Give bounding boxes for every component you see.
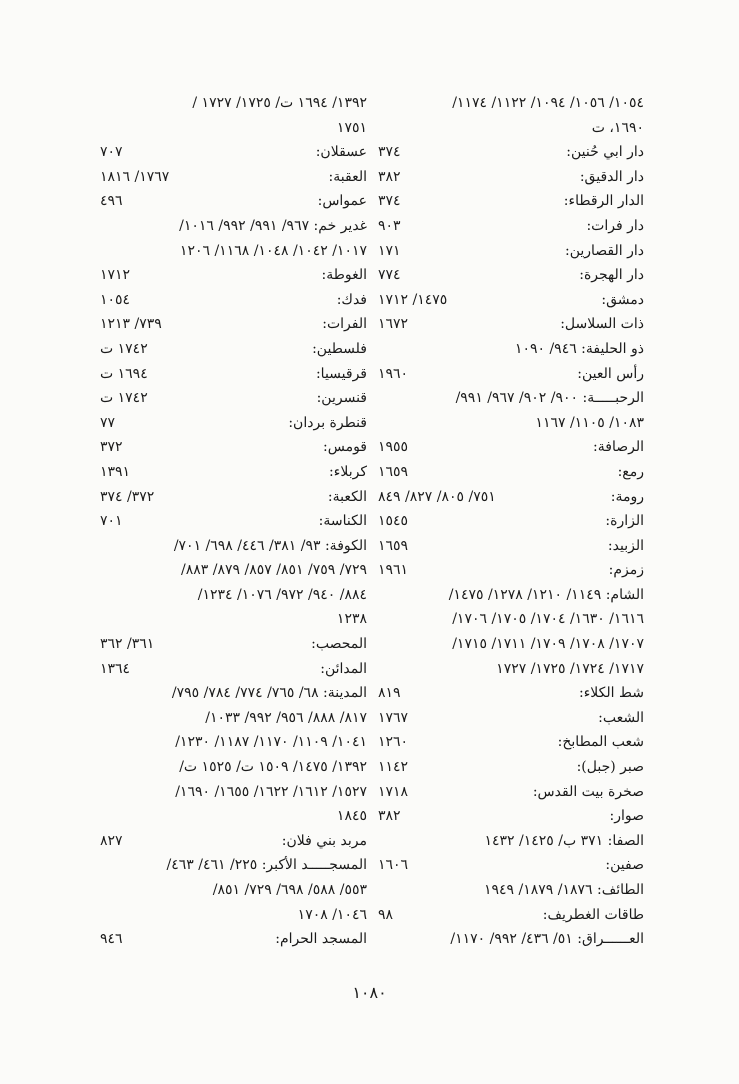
entry-term: فدك: [336, 291, 367, 308]
entry-pages: ١٧٤٢ ت [100, 390, 148, 407]
entry-term: ذات السلاسل: [560, 316, 644, 333]
index-line: الشام: ١١٤٩/ ١٢١٠/ ١٢٧٨/ ١٤٧٥/ [448, 586, 644, 603]
entry-pages: ١٦٥٩ [378, 537, 409, 554]
entry-term: المدائن: [320, 660, 367, 677]
index-entry [378, 780, 644, 805]
index-entry [378, 362, 644, 387]
entry-pages: ٣٧٤ [378, 144, 401, 161]
entry-term: طاقات الغطريف: [542, 906, 644, 923]
index-line: ١٠١٧/ ١٠٤٢/ ١٠٤٨/ ١١٦٨/ ١٢٠٦ [179, 242, 367, 259]
index-entry [378, 140, 644, 165]
entry-term: المسجد الحرام: [275, 931, 367, 948]
index-entry [378, 288, 644, 313]
entry-pages: ١٦٩٤ ت [100, 365, 148, 382]
index-entry [378, 214, 644, 239]
index-entry [378, 509, 644, 534]
index-entry [378, 165, 644, 190]
index-line: ١٠٥٤/ ١٠٥٦/ ١٠٩٤/ ١١٢٢/ ١١٧٤/ [452, 95, 644, 111]
index-entry [100, 411, 367, 436]
index-line: المسجـــــد الأكبر: ٢٢٥/ ٤٦١/ ٤٦٣/ [166, 857, 367, 874]
entry-pages: ١٩٦١ [378, 562, 409, 579]
entry-pages: ٧٣٩/ ١٢١٣ [100, 316, 162, 333]
entry-pages: ١٦٠٦ [378, 857, 409, 874]
index-entry [100, 312, 367, 337]
index-line: ٧٢٩/ ٧٥٩/ ٨٥١/ ٨٥٧/ ٨٧٩/ ٨٨٣/ [181, 562, 367, 579]
index-entry [378, 435, 644, 460]
index-line: ٨٨٤/ ٩٤٠/ ٩٧٢/ ١٠٧٦/ ١٢٣٤/ [197, 586, 367, 603]
entry-term: شط الكلاء: [578, 685, 644, 702]
entry-pages: ١٥٤٥ [378, 513, 409, 530]
index-entry [100, 337, 367, 362]
index-entry [378, 312, 644, 337]
index-column-left [100, 91, 367, 952]
entry-term: عمواس: [317, 193, 367, 210]
index-line: ١٠٤١/ ١١٠٩/ ١١٧٠/ ١١٨٧/ ١٢٣٠/ [175, 734, 367, 751]
index-entry [378, 189, 644, 214]
index-line: الرحبـــــة: ٩٠٠/ ٩٠٢/ ٩٦٧/ ٩٩١/ [455, 390, 644, 407]
index-entry [378, 534, 644, 559]
entry-pages: ٨٢٧ [100, 832, 123, 849]
index-entry [378, 263, 644, 288]
index-entry [100, 927, 367, 952]
entry-pages: ١٩٦٠ [378, 365, 409, 382]
entry-term: عسقلان: [315, 144, 367, 161]
entry-term: دار فرات: [586, 217, 644, 234]
entry-pages: ١٩٥٥ [378, 439, 409, 456]
entry-term: الفرات: [322, 316, 367, 333]
entry-pages: ٣٧٤ [378, 193, 401, 210]
entry-term: الزارة: [605, 513, 644, 530]
entry-term: دمشق: [601, 291, 644, 308]
entry-pages: ٩٨ [378, 906, 394, 923]
entry-term: الشعب: [598, 709, 644, 726]
index-entry [378, 730, 644, 755]
entry-pages: ٣٨٢ [378, 808, 401, 825]
index-line: ١٧٠٧/ ١٧٠٨/ ١٧٠٩/ ١٧١١/ ١٧١٥/ [452, 636, 644, 653]
index-line: ٥٥٣/ ٥٨٨/ ٦٩٨/ ٧٢٩/ ٨٥١/ [212, 882, 367, 898]
index-line: ١٢٣٨ [336, 611, 367, 628]
index-line: ١٨٤٥ [336, 808, 367, 825]
index-entry [100, 632, 367, 657]
entry-term: رومة: [610, 488, 644, 505]
entry-term: الكعبة: [327, 488, 367, 505]
entry-pages: ٧٧٤ [378, 267, 401, 284]
entry-pages: ١٤٧٥/ ١٧١٢ [378, 291, 448, 308]
entry-term: رمع: [617, 463, 644, 480]
index-entry [378, 681, 644, 706]
entry-term: كربلاء: [329, 463, 367, 480]
entry-term: دار الدقيق: [579, 168, 644, 185]
index-entry [378, 903, 644, 928]
entry-pages: ٤٩٦ [100, 193, 123, 210]
index-line: الطائف: ١٨٧٦/ ١٨٧٩/ ١٩٤٩ [483, 882, 644, 898]
entry-pages: ٧٠١ [100, 513, 123, 530]
page-number: ١٠٨٠ [352, 983, 387, 1002]
entry-term: فلسطين: [312, 340, 367, 357]
entry-term: شعب المطابخ: [557, 734, 644, 751]
entry-term: الزبيد: [607, 537, 644, 554]
entry-term: صبر (جبل): [576, 759, 644, 776]
entry-term: مربد بني فلان: [281, 832, 367, 849]
entry-term: صخرة بيت القدس: [532, 783, 644, 800]
entry-pages: ٧٥١/ ٨٠٥/ ٨٢٧/ ٨٤٩ [378, 488, 496, 505]
entry-term: دار الهجرة: [579, 267, 644, 284]
index-entry [378, 485, 644, 510]
entry-term: قومس: [323, 439, 367, 456]
entry-term: صفين: [605, 857, 644, 874]
index-column-right [378, 91, 644, 952]
entry-term: الرصافة: [593, 439, 644, 456]
entry-term: قرقيسيا: [315, 365, 367, 382]
index-entry [378, 239, 644, 264]
index-entry [100, 189, 367, 214]
entry-term: دار القصارين: [564, 242, 644, 259]
index-entry [100, 657, 367, 682]
index-entry [378, 804, 644, 829]
entry-pages: ٨١٩ [378, 685, 401, 702]
index-entry [100, 829, 367, 854]
index-line: المدينة: ٦٨/ ٧٦٥/ ٧٧٤/ ٧٨٤/ ٧٩٥/ [171, 685, 367, 702]
entry-term: صوار: [609, 808, 644, 825]
index-entry [100, 460, 367, 485]
entry-pages: ٧٧ [100, 414, 116, 431]
index-line: ١٠٤٦/ ١٧٠٨ [297, 906, 367, 923]
index-entry [378, 853, 644, 878]
entry-pages: ٣٧٢/ ٣٧٤ [100, 488, 155, 505]
entry-pages: ١٣٦٤ [100, 660, 131, 677]
index-entry [378, 460, 644, 485]
entry-term: دار ابي حُنين: [566, 144, 644, 161]
index-entry [100, 485, 367, 510]
index-line: الصفا: ٣٧١ ب/ ١٤٢٥/ ١٤٣٢ [484, 832, 644, 849]
index-line: ١٣٩٢/ ١٤٧٥/ ١٥٠٩ ت/ ١٥٢٥ ت/ [179, 759, 367, 776]
entry-pages: ١٧١٨ [378, 783, 409, 800]
index-entry [378, 706, 644, 731]
index-line: الكوفة: ٩٣/ ٣٨١/ ٤٤٦/ ٦٩٨/ ٧٠١/ [173, 537, 367, 554]
index-entry [100, 362, 367, 387]
entry-pages: ٣٨٢ [378, 168, 401, 185]
index-line: غدير خم: ٩٦٧/ ٩٩١/ ٩٩٢/ ١٠١٦/ [179, 217, 367, 234]
index-line: ١٥٢٧/ ١٦١٢/ ١٦٢٢/ ١٦٥٥/ ١٦٩٠/ [175, 783, 367, 800]
entry-pages: ١٧٦٧/ ١٨١٦ [100, 168, 170, 185]
entry-pages: ١٦٥٩ [378, 463, 409, 480]
entry-pages: ٩٤٦ [100, 931, 123, 948]
index-entry [100, 140, 367, 165]
entry-term: قنطرة بردان: [288, 414, 367, 431]
index-entry [378, 755, 644, 780]
entry-term: قنسرين: [316, 390, 367, 407]
entry-pages: ١٧٦٧ [378, 709, 409, 726]
entry-pages: ١٧١٢ [100, 267, 131, 284]
index-entry [100, 386, 367, 411]
entry-pages: ١٢٦٠ [378, 734, 409, 751]
index-line: ٨١٧/ ٨٨٨/ ٩٥٦/ ٩٩٢/ ١٠٣٣/ [205, 709, 367, 726]
index-line: ١٧٥١ [336, 119, 367, 136]
entry-term: الكناسة: [318, 513, 367, 530]
index-line: ١٠٨٣/ ١١٠٥/ ١١٦٧ [535, 414, 644, 431]
entry-pages: ٣٧٢ [100, 439, 123, 456]
index-entry [100, 263, 367, 288]
index-line: ذو الحليفة: ٩٤٦/ ١٠٩٠ [514, 340, 644, 357]
entry-term: رأس العين: [577, 365, 644, 382]
entry-pages: ٩٠٣ [378, 217, 401, 234]
entry-pages: ١٦٧٢ [378, 316, 409, 333]
entry-term: الدار الرقطاء: [563, 193, 644, 210]
entry-pages: ١٧١ [378, 242, 401, 259]
index-line: ١٦١٦/ ١٦٣٠/ ١٧٠٤/ ١٧٠٥/ ١٧٠٦/ [452, 611, 644, 628]
entry-pages: ١٣٩١ [100, 463, 131, 480]
entry-term: المحصب: [311, 636, 367, 653]
entry-term: زمزم: [608, 562, 644, 579]
index-entry [100, 509, 367, 534]
entry-pages: ١٧٤٢ ت [100, 340, 148, 357]
entry-pages: ١٠٥٤ [100, 291, 131, 308]
index-line: ١٦٩٠، ت [591, 119, 644, 136]
entry-term: الغوطة: [321, 267, 367, 284]
entry-term: العقبة: [328, 168, 367, 185]
index-entry [378, 558, 644, 583]
index-entry [100, 288, 367, 313]
entry-pages: ٣٦١/ ٣٦٢ [100, 636, 155, 653]
index-line: ١٣٩٢/ ١٦٩٤ ت/ ١٧٢٥/ ١٧٢٧ / [192, 95, 367, 111]
index-entry [100, 165, 367, 190]
index-line: ١٧١٧/ ١٧٢٤/ ١٧٢٥/ ١٧٢٧ [496, 660, 644, 677]
entry-pages: ٧٠٧ [100, 144, 123, 161]
index-entry [100, 435, 367, 460]
entry-pages: ١١٤٢ [378, 759, 409, 776]
index-line: العــــــراق: ٥١/ ٤٣٦/ ٩٩٢/ ١١٧٠/ [450, 931, 644, 948]
